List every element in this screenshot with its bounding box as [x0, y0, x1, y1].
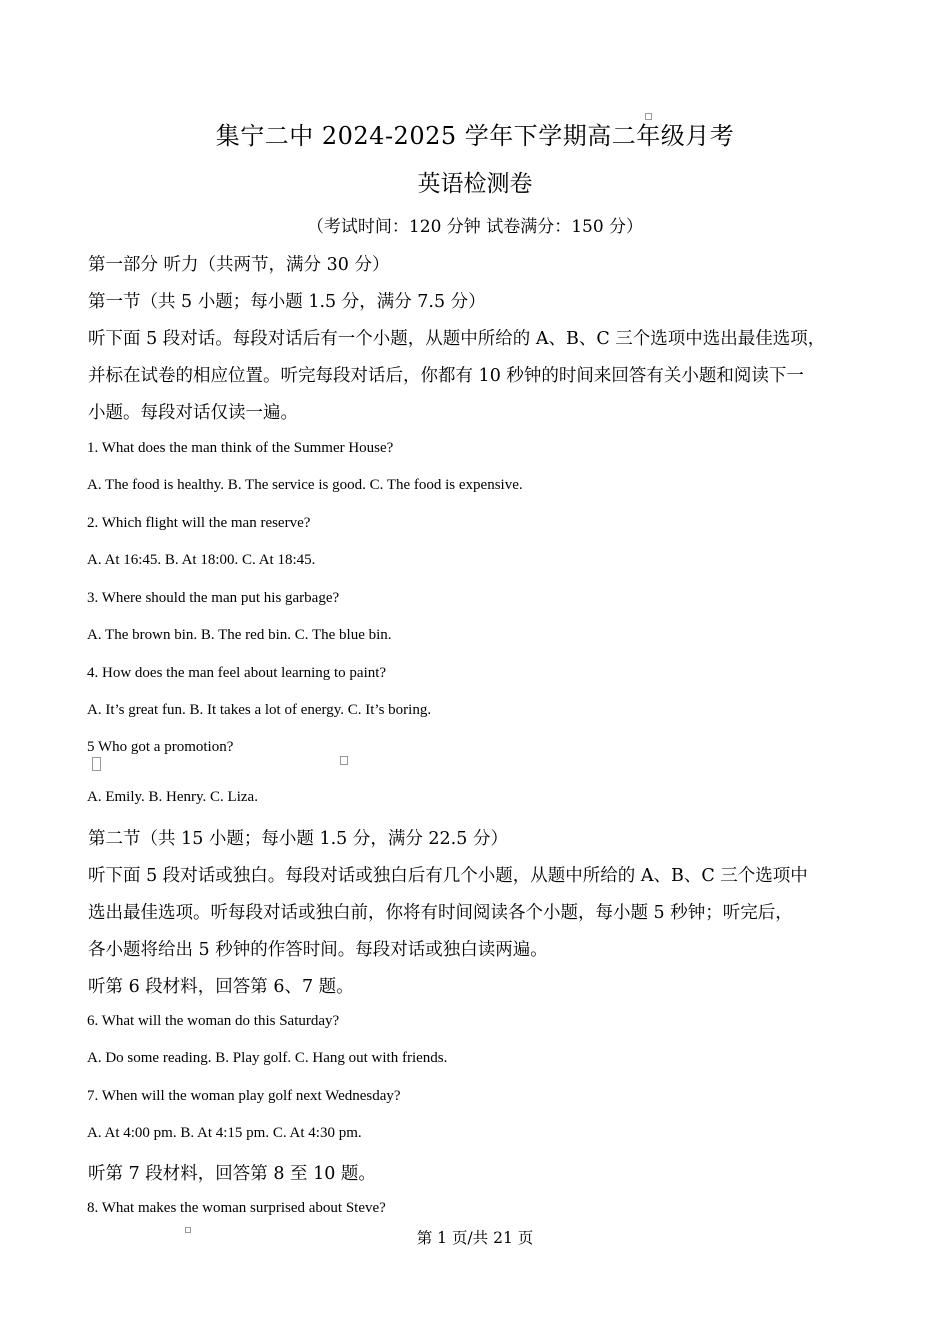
question-5: 5 Who got a promotion?: [87, 739, 234, 755]
exam-subtitle: 英语检测卷: [417, 171, 533, 197]
question-6-options: A. Do some reading. B. Play golf. C. Hang out with friends.: [87, 1050, 448, 1066]
material6-heading: 听第 6 段材料，回答第 6、7 题。: [88, 977, 354, 997]
question-3: 3. Where should the man put his garbage?: [87, 590, 340, 606]
scan-mark: [92, 757, 101, 771]
section1-instruction-line: 听下面 5 段对话。每段对话后有一个小题，从题中所给的 A、B、C 三个选项中选出最佳选项，: [88, 329, 826, 349]
section2-heading: 第二节（共 15 小题；每小题 1.5 分，满分 22.5 分）: [88, 829, 508, 849]
question-4: 4. How does the man feel about learning to paint?: [87, 665, 387, 681]
exam-title: 集宁二中 2024-2025 学年下学期高二年级月考: [215, 122, 735, 150]
question-1: 1. What does the man think of the Summer House?: [87, 440, 394, 456]
page-number: 第 1 页/共 21 页: [416, 1229, 534, 1247]
question-4-options: A. It’s great fun. B. It takes a lot of energy. C. It’s boring.: [87, 702, 432, 718]
section2-instruction-line: 选出最佳选项。听每段对话或独白前，你将有时间阅读各个小题，每小题 5 秒钟；听完后，: [88, 903, 793, 923]
section2-instruction-line: 各小题将给出 5 秒钟的作答时间。每段对话或独白读两遍。: [88, 940, 548, 960]
question-7: 7. When will the woman play golf next Wednesday?: [87, 1088, 401, 1104]
section1-instruction-line: 并标在试卷的相应位置。听完每段对话后，你都有 10 秒钟的时间来回答有关小题和阅读下一: [88, 366, 804, 386]
section1-instruction-line: 小题。每段对话仅读一遍。: [88, 403, 298, 423]
scan-mark: [340, 756, 348, 765]
question-5-options: A. Emily. B. Henry. C. Liza.: [87, 789, 258, 805]
question-6: 6. What will the woman do this Saturday?: [87, 1013, 340, 1029]
question-2: 2. Which flight will the man reserve?: [87, 515, 311, 531]
scan-mark: [645, 113, 652, 120]
question-1-options: A. The food is healthy. B. The service is good. C. The food is expensive.: [87, 477, 523, 493]
material7-heading: 听第 7 段材料，回答第 8 至 10 题。: [88, 1164, 376, 1184]
part1-heading: 第一部分 听力（共两节，满分 30 分）: [88, 255, 390, 275]
question-2-options: A. At 16:45. B. At 18:00. C. At 18:45.: [87, 552, 316, 568]
section2-instruction-line: 听下面 5 段对话或独白。每段对话或独白后有几个小题，从题中所给的 A、B、C 三个选项中: [88, 866, 808, 886]
question-8: 8. What makes the woman surprised about Steve?: [87, 1200, 386, 1216]
question-3-options: A. The brown bin. B. The red bin. C. The blue bin.: [87, 627, 392, 643]
exam-info: （考试时间：120 分钟 试卷满分：150 分）: [306, 217, 644, 237]
question-7-options: A. At 4:00 pm. B. At 4:15 pm. C. At 4:30 pm.: [87, 1125, 362, 1141]
section1-heading: 第一节（共 5 小题；每小题 1.5 分，满分 7.5 分）: [88, 292, 486, 312]
